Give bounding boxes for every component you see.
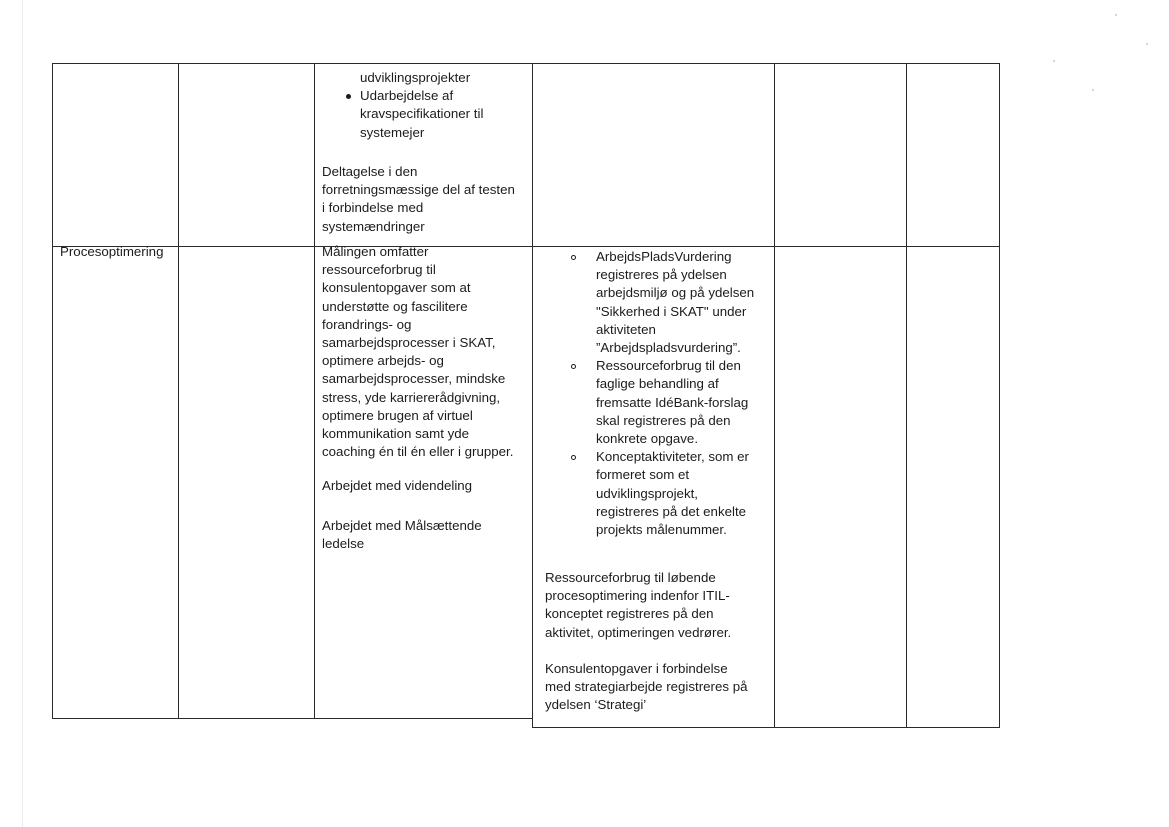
bullet-line: Konceptaktiviteter, som er bbox=[596, 449, 749, 465]
text-line: understøtte og fascilitere bbox=[322, 298, 468, 314]
col-border bbox=[906, 63, 907, 728]
table-top-border bbox=[52, 63, 1000, 64]
text-line: med strategiarbejde registreres på bbox=[545, 679, 748, 695]
bullet-line: arbejdsmiljø og på ydelsen bbox=[596, 285, 755, 301]
row1-col3-bullets bbox=[345, 69, 483, 142]
col-border bbox=[999, 63, 1000, 728]
paragraph bbox=[322, 243, 513, 461]
row2-col4-bullets bbox=[568, 248, 754, 539]
bullet-line: ArbejdsPladsVurdering bbox=[596, 249, 732, 264]
paragraph bbox=[322, 517, 513, 553]
bullet-line: Udarbejdelse af bbox=[360, 88, 454, 104]
scan-speck bbox=[1146, 43, 1148, 45]
bullet-line: udviklingsprojekt, bbox=[596, 485, 698, 501]
text-line: stress, yde karriererådgivning, bbox=[322, 389, 501, 405]
list-item bbox=[568, 448, 754, 539]
bullet-line: systemejer bbox=[360, 124, 425, 140]
text-line: ressourceforbrug til bbox=[322, 262, 436, 278]
text-line: forandrings- og bbox=[322, 316, 412, 332]
bullet-line: konkrete opgave. bbox=[596, 431, 699, 447]
bullet-icon bbox=[571, 455, 576, 460]
bullet-line: ”Arbejdspladsvurdering”. bbox=[596, 340, 741, 356]
text-line: i forbindelse med bbox=[322, 200, 424, 216]
text-line: optimere arbejds- og bbox=[322, 353, 444, 369]
scan-edge bbox=[22, 0, 23, 827]
col-border bbox=[314, 63, 315, 719]
text-line: Arbejdet med videndeling bbox=[322, 478, 473, 494]
list-item bbox=[345, 69, 483, 87]
bullet-line: formeret som et bbox=[596, 467, 690, 483]
bullet-line: kravspecifikationer til bbox=[360, 106, 484, 122]
bullet-icon bbox=[571, 364, 576, 369]
text-line: kommunikation samt yde bbox=[322, 426, 470, 442]
paragraph bbox=[545, 569, 748, 642]
bullet-line: fremsatte IdéBank-forslag bbox=[596, 394, 749, 410]
text-line: Målingen omfatter bbox=[322, 244, 429, 259]
text-line: ledelse bbox=[322, 535, 365, 551]
text-line: samarbejdsprocesser i SKAT, bbox=[322, 335, 496, 351]
text-line: konceptet registreres på den bbox=[545, 606, 714, 622]
text-line: ydelsen ‘Strategi’ bbox=[545, 697, 647, 713]
bullet-line: skal registreres på den bbox=[596, 412, 731, 428]
text-line: Deltagelse i den bbox=[322, 164, 418, 179]
bullet-line: projekts målenummer. bbox=[596, 522, 727, 538]
bullet-line: registreres på ydelsen bbox=[596, 267, 727, 283]
scan-speck bbox=[1092, 89, 1094, 91]
col-border bbox=[178, 63, 179, 719]
text-line: aktivitet, optimeringen vedrører. bbox=[545, 624, 732, 640]
row2-col4-paragraphs bbox=[545, 569, 748, 714]
text-line: Ressourceforbrug til løbende bbox=[545, 570, 716, 585]
text-line: Arbejdet med Målsættende bbox=[322, 517, 482, 533]
row2-col3-text bbox=[322, 243, 513, 553]
list-item bbox=[345, 87, 483, 142]
bullet-line: udviklingsprojekter bbox=[360, 70, 471, 85]
row-label-procesoptimering: Procesoptimering bbox=[60, 244, 164, 259]
list-item bbox=[568, 357, 754, 448]
row-divider bbox=[52, 246, 1000, 247]
text-line: optimere brugen af virtuel bbox=[322, 407, 473, 423]
row-bottom-border bbox=[532, 727, 1000, 728]
col-border bbox=[52, 63, 53, 719]
paragraph bbox=[322, 477, 513, 495]
bullet-line: aktiviteten bbox=[596, 321, 656, 337]
bullet-line: Ressourceforbrug til den bbox=[596, 358, 741, 374]
text-line: coaching én til én eller i grupper. bbox=[322, 444, 514, 460]
row1-col3-paragraph bbox=[322, 163, 515, 236]
bullet-icon bbox=[346, 94, 351, 99]
list-item bbox=[568, 248, 754, 357]
bullet-line: faglige behandling af bbox=[596, 376, 719, 392]
text-line: forretningsmæssige del af testen bbox=[322, 182, 515, 198]
bullet-icon bbox=[571, 255, 576, 260]
col-border bbox=[532, 63, 533, 728]
text-line: samarbejdsprocesser, mindske bbox=[322, 371, 506, 387]
text-line: Konsulentopgaver i forbindelse bbox=[545, 660, 728, 676]
paragraph bbox=[545, 660, 748, 715]
scan-speck bbox=[1053, 60, 1055, 62]
row-bottom-border bbox=[52, 718, 532, 719]
bullet-line: "Sikkerhed i SKAT" under bbox=[596, 303, 747, 319]
bullet-line: registreres på det enkelte bbox=[596, 503, 747, 519]
text-line: systemændringer bbox=[322, 218, 425, 234]
col-border bbox=[774, 63, 775, 728]
text-line: procesoptimering indenfor ITIL- bbox=[545, 588, 730, 604]
text-line: konsulentopgaver som at bbox=[322, 280, 471, 296]
scan-speck bbox=[1115, 14, 1117, 16]
